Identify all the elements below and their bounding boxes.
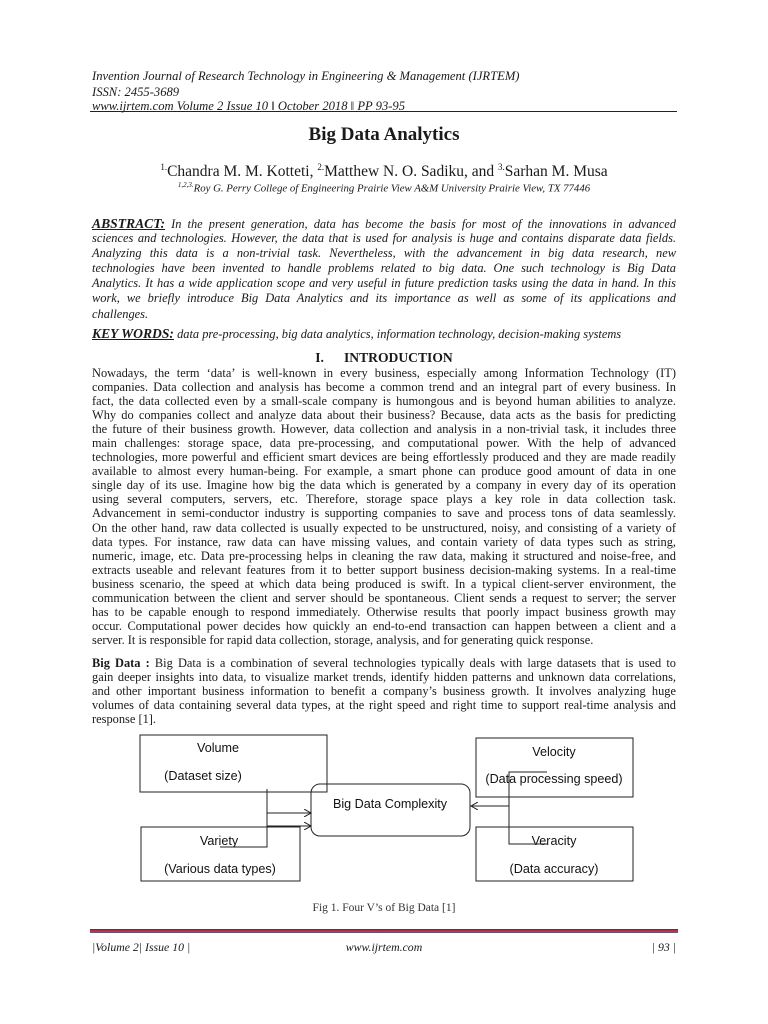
text-line: has to be capable enough to respond immediately. Otherwise results that poorly impact business growth may <box>92 604 676 619</box>
author-mark: 2. <box>317 162 325 172</box>
text-line: sciences and technologies. However, the data that is used for analysis is huge and contains disparate data fields. <box>92 231 676 246</box>
footer-rule <box>90 929 678 933</box>
section-title: INTRODUCTION <box>343 350 453 365</box>
text-line: technologies, more powerful and efficient smart devices are being effortlessly produced and they are made readily <box>92 450 676 465</box>
text-line: Advancement in semi-conductor industry is supporting companies to save and process tons of data seamlessly. <box>92 506 676 521</box>
text-line: and other important business information to benefit a company’s business growth. It involves analyzing huge <box>92 684 676 699</box>
text-line: using several computers, servers, etc. Therefore, storage space plays a key role in data collection task. <box>92 492 676 507</box>
text-line: challenges. <box>92 306 149 321</box>
center-label: Big Data Complexity <box>332 797 448 811</box>
text-line: occur. Computational power decides how quickly an end-to-end transaction can happen between a client and a <box>92 618 676 633</box>
velocity-desc: (Data processing speed) <box>485 772 623 786</box>
paper-title: Big Data Analytics <box>308 124 460 145</box>
text-line: On the other hand, raw data collected is usually expected to be unstructured, noisy, and consisting of a variety of <box>92 520 676 535</box>
issn: ISSN: 2455-3689 <box>92 85 180 99</box>
text-line: Why do companies collect and analyze data about their business? Because, data acts as the basis for predicting <box>92 408 676 423</box>
keywords-text: data pre-processing, big data analytics, information technology, decision-making systems <box>173 327 622 341</box>
veracity-desc: (Data accuracy) <box>509 862 599 876</box>
footer-volume: |Volume 2| Issue 10 | <box>92 940 191 954</box>
issue-line: www.ijrtem.com Volume 2 Issue 10 ǁ October 2018 ǁ PP 93-95 <box>92 99 406 113</box>
paragraph-label: ABSTRACT: <box>92 216 166 231</box>
line-text: Big Data is a combination of several technologies typically deals with large datasets that is used to <box>149 656 676 670</box>
section-number: I. <box>315 350 324 365</box>
text-line: gain deeper insights into data, to visualize market trends, identify hidden patterns and unknown data correlations, <box>92 670 676 685</box>
journal-name: Invention Journal of Research Technology in Engineering & Management (IJRTEM) <box>92 69 520 83</box>
keywords-label: KEY WORDS: <box>92 326 174 341</box>
text-line: main challenges: storage space, data pre-processing, and computational power. With the help of advanced <box>92 436 676 451</box>
text-line: data types. For instance, raw data can have missing values, and contain variety of data types such as string, <box>92 534 676 549</box>
text-line: technologies have been invented to handle problems related to big data. One such technology is Big Data <box>92 261 676 276</box>
text-line: available to almost every human-being. For example, a smart phone can produce good amount of data in one <box>92 464 676 479</box>
text-line: work, we briefly introduce Big Data Analytics and its importance as well as some of its applications and <box>92 291 676 306</box>
text-line: extracts useable and relevant features from it to better support business decision-making systems. In a real-time <box>92 562 676 577</box>
volume-desc: (Dataset size) <box>164 769 242 783</box>
affiliation-mark: 1,2,3. <box>177 181 194 189</box>
paragraph-label: Big Data : <box>92 656 150 670</box>
affiliation-text: Roy G. Perry College of Engineering Prairie View A&M University Prairie View, TX 77446 <box>193 182 591 195</box>
text-line: fact, the data collected even by a small-scale company is humongous and is beyond human abilities to analyze. <box>92 394 676 409</box>
veracity-title: Veracity <box>531 834 577 848</box>
text-line: single day of its use. Imagine how big the data which is generated by a company in every day of its operation <box>92 478 676 493</box>
text-line: response [1]. <box>92 712 156 727</box>
author-name: Sarhan M. Musa <box>504 163 608 181</box>
variety-desc: (Various data types) <box>164 862 276 876</box>
text-line: business scenario, the speed at which data being produced is swift. In a typical client-server environment, the <box>92 576 676 591</box>
author-name: Chandra M. M. Kotteti, <box>167 163 318 181</box>
text-line: numeric, image, etc. Data pre-processing helps in cleaning the raw data, making it structured and noise-free, and <box>92 548 676 563</box>
text-line: Analyzing this data is a non-trivial task. Nevertheless, with the advancement in big data research, new <box>92 246 676 261</box>
text-line: server. It is responsible for rapid data collection, storage, analysis, and for generating quick response. <box>92 632 594 647</box>
footer-url: www.ijrtem.com <box>345 940 423 954</box>
text-line: companies. Data collection and analysis has become a common trend and an integral part of every business. In <box>92 380 676 395</box>
volume-title: Volume <box>196 741 240 755</box>
text-line: Nowadays, the term ‘data’ is well-known in every business, especially among Information Technology (IT) <box>92 366 676 380</box>
text-line: communication between the client and server should be spontaneous. Client sends a request to server; the server <box>92 590 676 605</box>
variety-title: Variety <box>199 834 239 848</box>
author-name: Matthew N. O. Sadiku, and <box>324 163 498 181</box>
text-line: the future of their business growth. However, data collection and analysis in a non-trivial task, it includes three <box>92 422 676 437</box>
text-line: volumes of data containing several data types, at the right speed and right time to support real-time analysis and <box>92 698 676 713</box>
footer-page: | 93 | <box>651 940 676 954</box>
velocity-title: Velocity <box>532 745 576 759</box>
text-line: Analytics. It has a wide application scope and very useful in future prediction tasks using the data in hand. In this <box>92 276 676 291</box>
line-text: In the present generation, data has become the basis for most of the innovations in advanced <box>165 217 676 231</box>
author-mark: 3. <box>498 162 505 172</box>
author-mark: 1. <box>160 162 168 172</box>
figure-caption: Fig 1. Four V’s of Big Data [1] <box>312 902 456 914</box>
